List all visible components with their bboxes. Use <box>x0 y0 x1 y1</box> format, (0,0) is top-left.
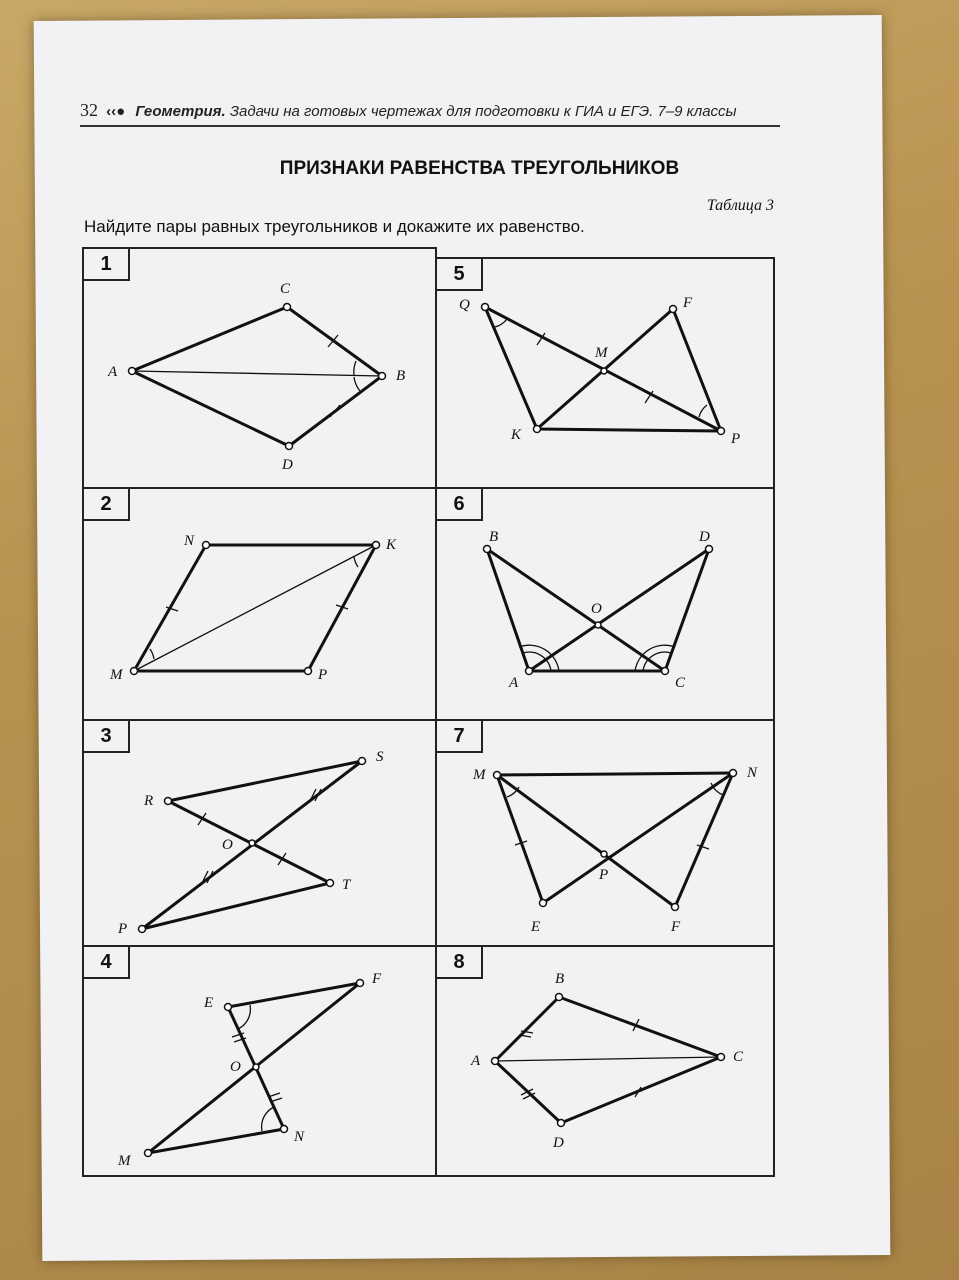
vertex-label: A <box>471 1053 481 1069</box>
vertex-label: N <box>184 533 195 549</box>
vertex-label: P <box>318 667 328 683</box>
vertex-label: T <box>342 877 351 893</box>
vertex-label: N <box>747 765 758 781</box>
vertex-label: D <box>553 1135 564 1151</box>
vertex-label: B <box>489 529 499 545</box>
figure-cell-1 <box>82 247 437 489</box>
figure-cell-6 <box>435 487 775 721</box>
figures-grid <box>82 247 775 1169</box>
vertex-label: O <box>230 1059 241 1075</box>
vertex-label: F <box>671 919 681 935</box>
figure-3-diagram <box>84 721 439 949</box>
vertex-label: M <box>110 667 123 683</box>
vertex-label: A <box>509 675 519 691</box>
cell-number: 5 <box>435 257 483 291</box>
vertex-label: K <box>511 427 522 443</box>
cell-number: 6 <box>435 487 483 521</box>
vertex-label: M <box>595 345 608 361</box>
vertex-label: E <box>204 995 214 1011</box>
figure-cell-3 <box>82 719 437 947</box>
page-header <box>80 100 780 127</box>
vertex-label: O <box>591 601 602 617</box>
cell-number: 1 <box>82 247 130 281</box>
vertex-label: C <box>280 281 291 297</box>
book-title: Задачи на готовых чертежах для подготовки к ГИА и ЕГЭ. 7–9 классы <box>229 103 737 120</box>
task-text: Найдите пары равных треугольников и докажите их равенство. <box>84 217 585 236</box>
figure-8-diagram <box>437 947 777 1179</box>
cell-number: 8 <box>435 945 483 979</box>
vertex-label: M <box>118 1153 131 1169</box>
figure-cell-4 <box>82 945 437 1177</box>
cell-number: 4 <box>82 945 130 979</box>
vertex-label: A <box>108 364 118 380</box>
figure-cell-8 <box>435 945 775 1177</box>
figure-5-diagram <box>437 259 777 491</box>
cell-number: 7 <box>435 719 483 753</box>
vertex-label: P <box>118 921 128 937</box>
table-label: Таблица 3 <box>706 197 774 214</box>
cell-number: 2 <box>82 487 130 521</box>
vertex-label: F <box>372 971 382 987</box>
vertex-label: P <box>731 431 741 447</box>
book-subject: Геометрия. <box>135 103 226 120</box>
figure-cell-5 <box>435 257 775 489</box>
page-title: ПРИЗНАКИ РАВЕНСТВА ТРЕУГОЛЬНИКОВ <box>279 158 680 179</box>
vertex-label: C <box>675 675 686 691</box>
figure-1-diagram <box>84 249 439 491</box>
vertex-label: B <box>396 368 406 384</box>
vertex-label: O <box>222 837 233 853</box>
vertex-label: S <box>376 749 384 765</box>
vertex-label: P <box>599 867 609 883</box>
vertex-label: D <box>699 529 710 545</box>
vertex-label: D <box>282 457 293 473</box>
cell-number: 3 <box>82 719 130 753</box>
vertex-label: Q <box>459 297 470 313</box>
figure-2-diagram <box>84 489 439 723</box>
vertex-label: C <box>733 1049 744 1065</box>
figure-cell-2 <box>82 487 437 721</box>
vertex-label: E <box>531 919 541 935</box>
figure-6-diagram <box>437 489 777 723</box>
vertex-label: R <box>144 793 154 809</box>
vertex-label: K <box>386 537 397 553</box>
vertex-label: F <box>683 295 693 311</box>
figure-7-diagram <box>437 721 777 949</box>
vertex-label: N <box>294 1129 305 1145</box>
header-bullets: ‹‹● <box>106 103 126 120</box>
page-number: 32 <box>80 100 98 120</box>
vertex-label: M <box>473 767 486 783</box>
figure-4-diagram <box>84 947 439 1179</box>
vertex-label: B <box>555 971 565 987</box>
figure-cell-7 <box>435 719 775 947</box>
